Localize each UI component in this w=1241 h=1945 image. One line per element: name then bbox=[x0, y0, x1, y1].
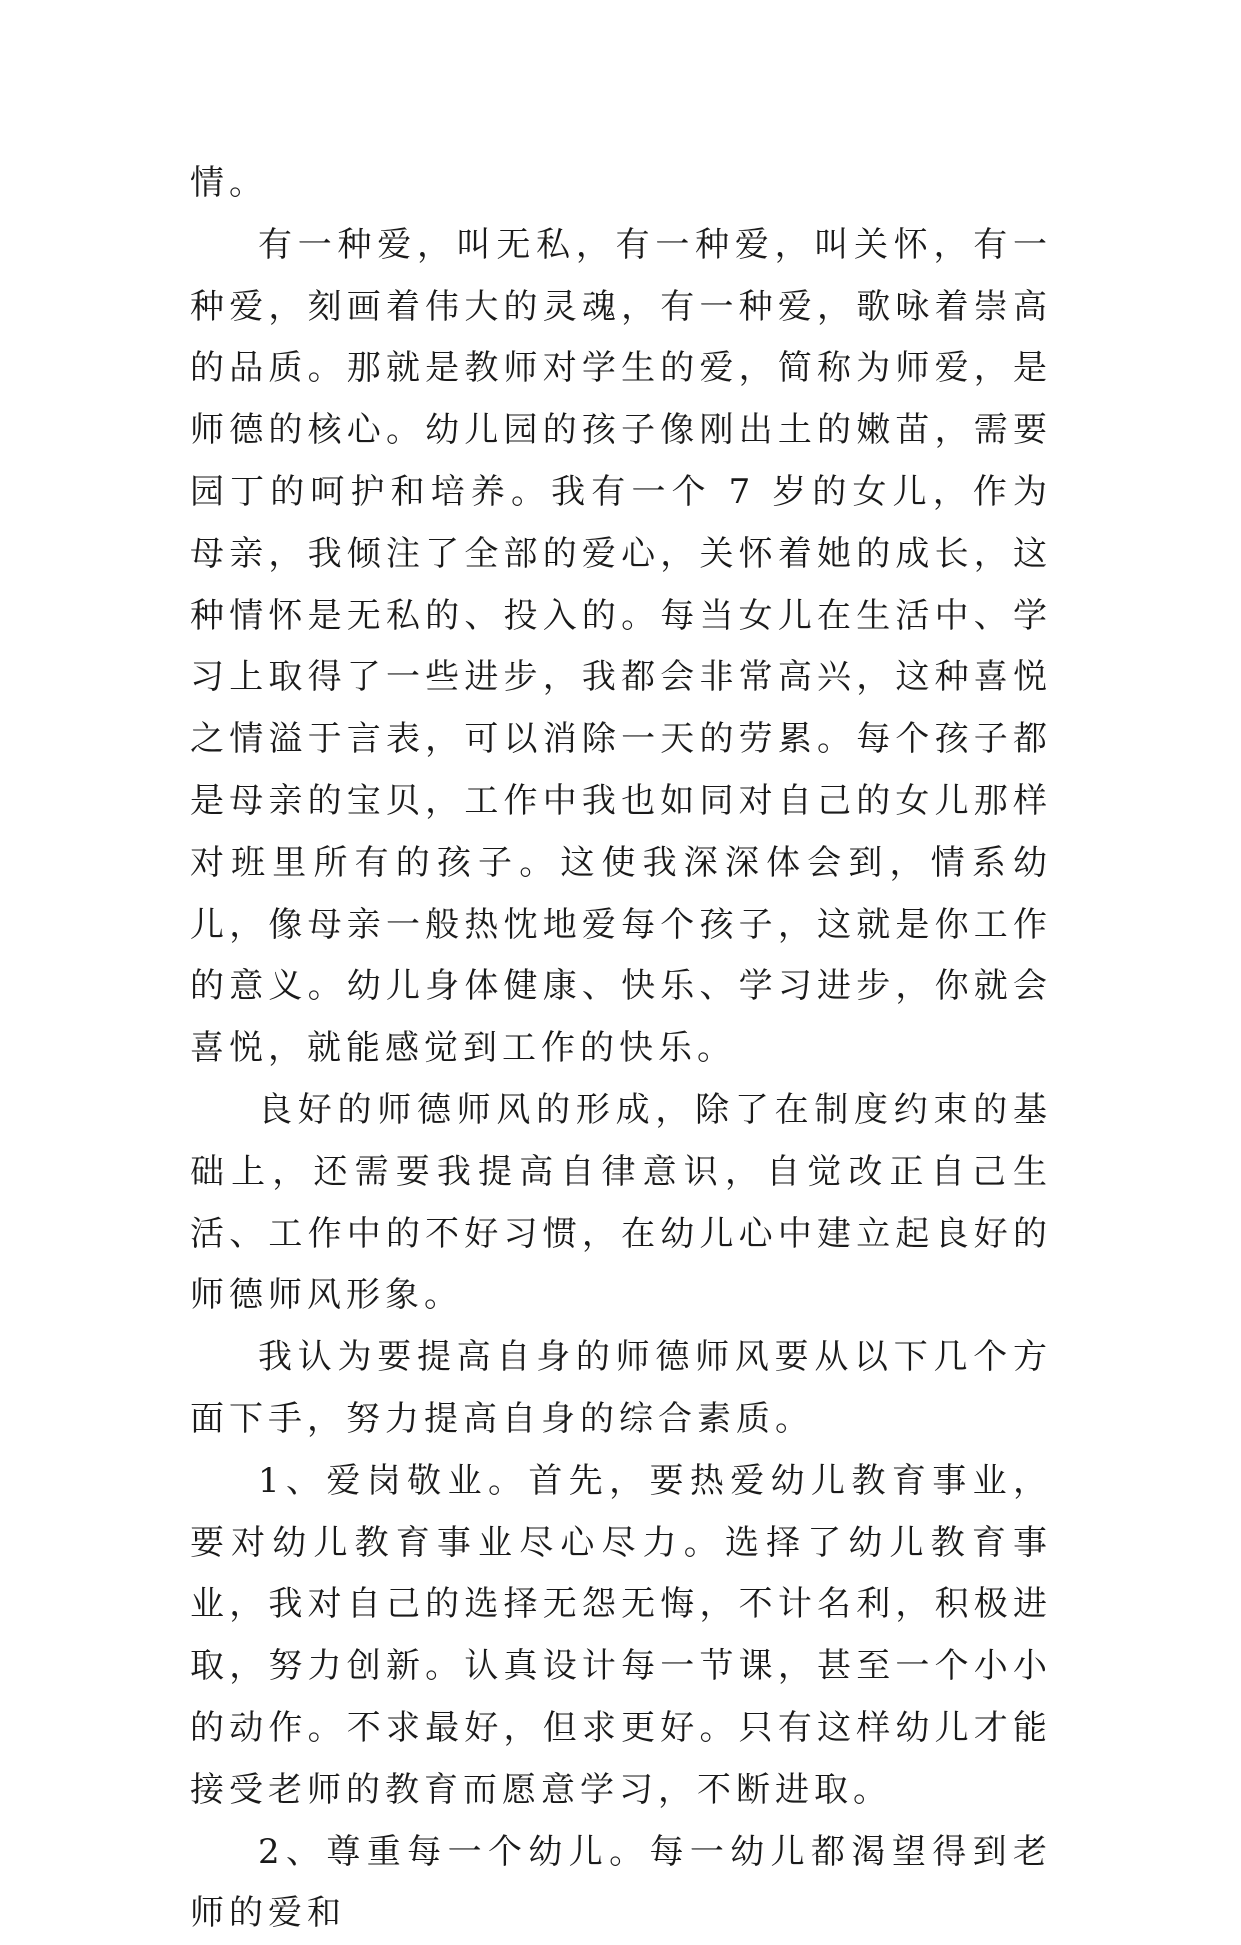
paragraph-point-1: 1、爱岗敬业。首先，要热爱幼儿教育事业，要对幼儿教育事业尽心尽力。选择了幼儿教育事业，我对自己的选择无怨无悔，不计名利，积极进取，努力创新。认真设计每一节课，甚至一个小小的动作。不求最好，但求更好。只有这样幼儿才能接受老师的教育而愿意学习，不断进取。 bbox=[190, 1460, 1052, 1810]
paragraph-improvement-intro: 我认为要提高自身的师德师风要从以下几个方面下手，努力提高自身的综合素质。 bbox=[190, 1337, 1052, 1439]
paragraph-continuation: 情。 bbox=[190, 163, 268, 203]
paragraph-teacher-love: 有一种爱，叫无私，有一种爱，叫关怀，有一种爱，刻画着伟大的灵魂，有一种爱，歌咏着崇高的品质。那就是教师对学生的爱，简称为师爱，是师德的核心。幼儿园的孩子像刚出土的嫩苗，需要园丁的呵护和培养。我有一个 7 岁的女儿，作为母亲，我倾注了全部的爱心，关怀着她的成长，这种情怀是无私的、投入的。每当女儿在生活中、学习上取得了一些进步，我都会非常高兴，这种喜悦之情溢于言表，可以消除一天的劳累。每个孩子都是母亲的宝贝，工作中我也如同对自己的女儿那样对班里所有的孩子。这使我深深体会到，情系幼儿，像母亲一般热忱地爱每个孩子，这就是你工作的意义。幼儿身体健康、快乐、学习进步，你就会喜悦，就能感觉到工作的快乐。 bbox=[190, 224, 1052, 1069]
paragraph-self-discipline: 良好的师德师风的形成，除了在制度约束的基础上，还需要我提高自律意识，自觉改正自己生活、工作中的不好习惯，在幼儿心中建立起良好的师德师风形象。 bbox=[190, 1089, 1052, 1316]
paragraph-point-2: 2、尊重每一个幼儿。每一幼儿都渴望得到老师的爱和 bbox=[190, 1831, 1052, 1934]
document-body bbox=[190, 153, 1052, 1945]
